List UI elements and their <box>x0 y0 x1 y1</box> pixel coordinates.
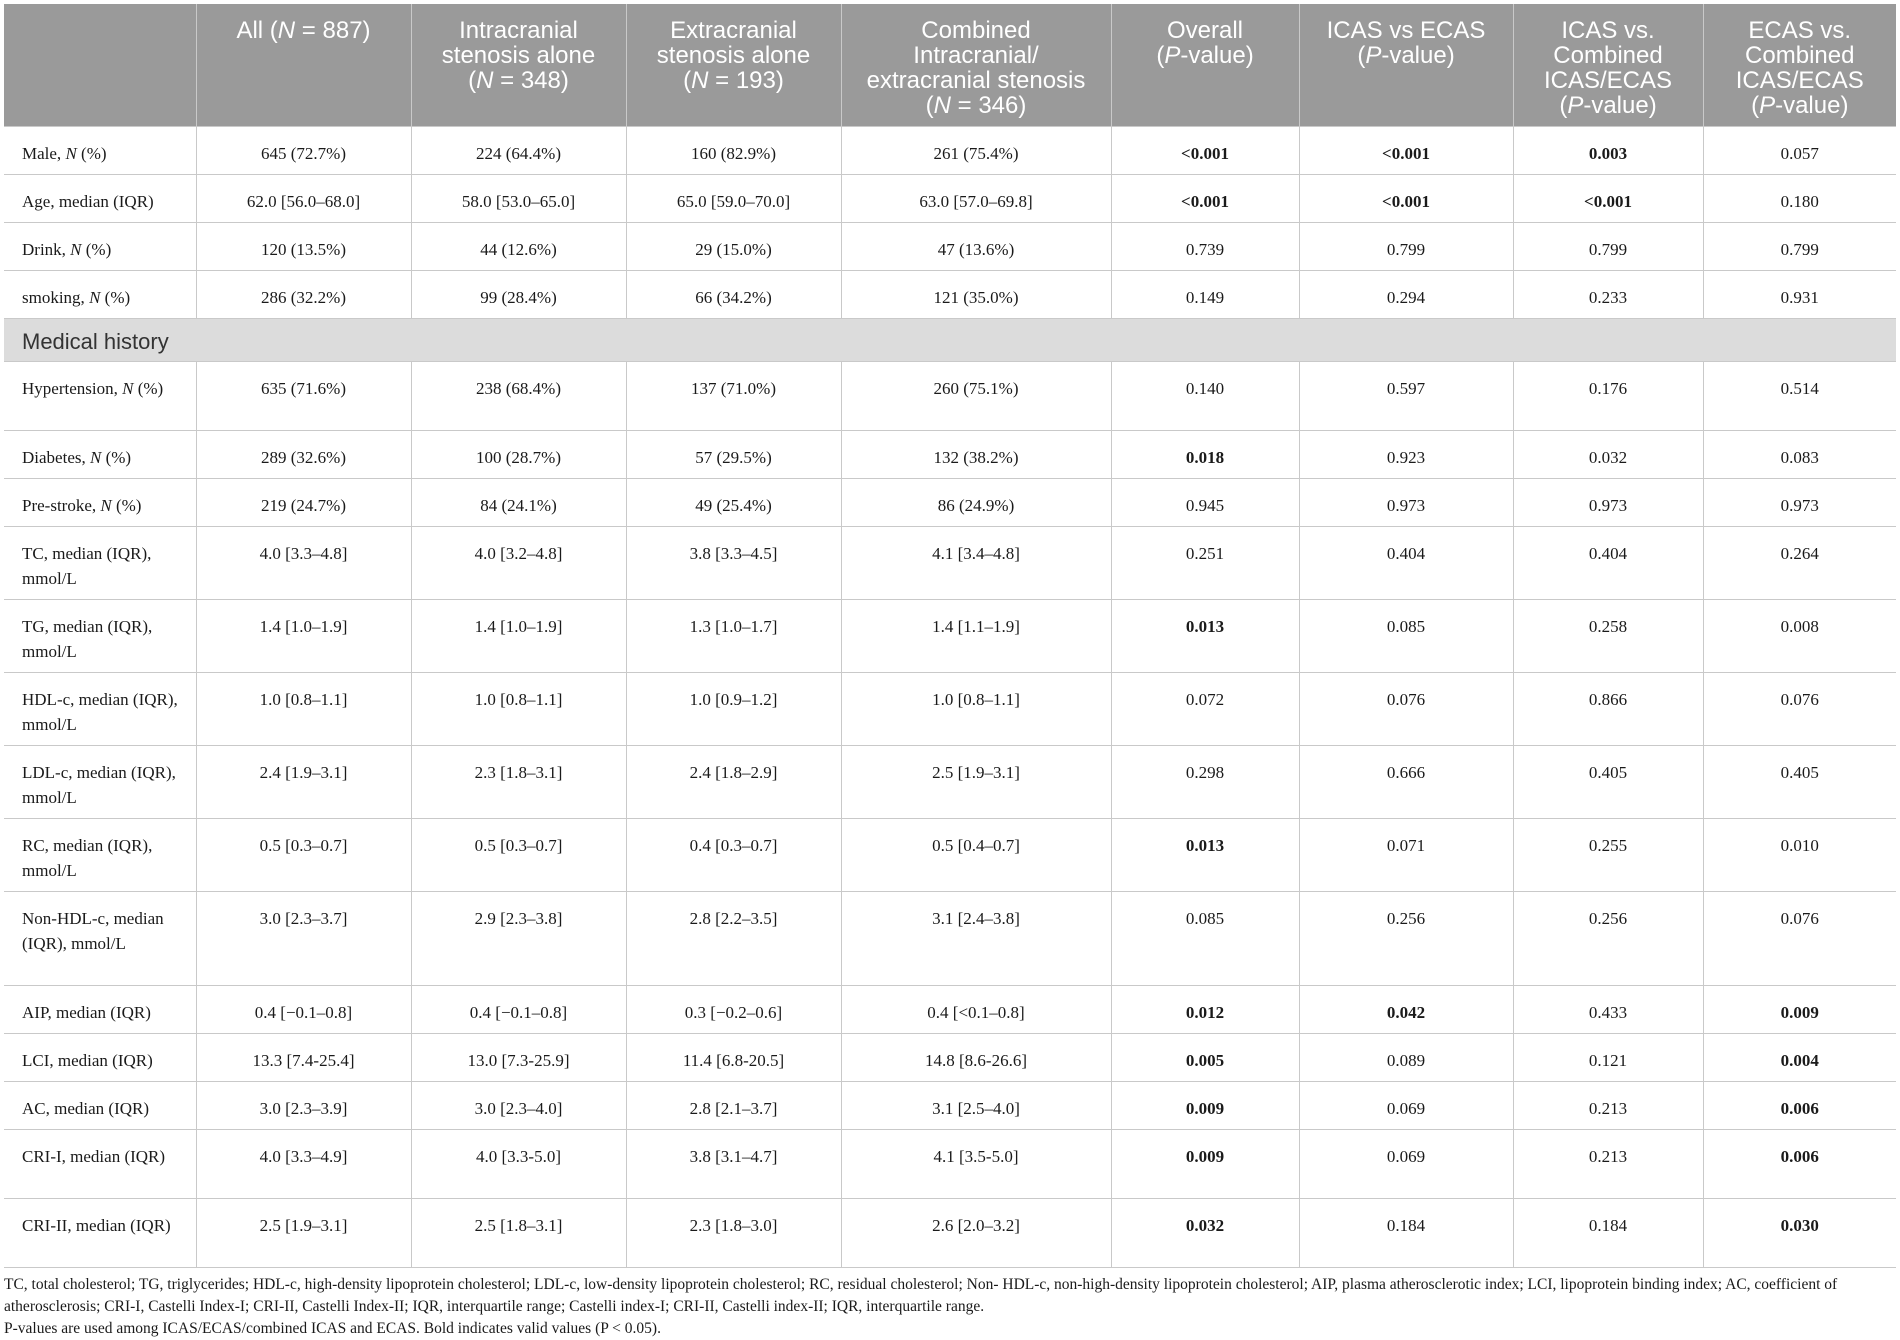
p-value-cell: <0.001 <box>1513 175 1703 223</box>
p-value-cell: 0.404 <box>1513 527 1703 600</box>
row-label: Pre-stroke, N (%) <box>4 479 196 527</box>
p-value-cell: 0.140 <box>1111 362 1299 431</box>
table-cell: 4.0 [3.3–4.8] <box>196 527 411 600</box>
table-cell: 260 (75.1%) <box>841 362 1111 431</box>
table-cell: 2.5 [1.9–3.1] <box>841 746 1111 819</box>
table-cell: 84 (24.1%) <box>411 479 626 527</box>
p-value-cell: 0.973 <box>1703 479 1896 527</box>
table-cell: 224 (64.4%) <box>411 127 626 175</box>
p-value-cell: 0.298 <box>1111 746 1299 819</box>
table-cell: 132 (38.2%) <box>841 431 1111 479</box>
table-cell: 4.1 [3.4–4.8] <box>841 527 1111 600</box>
table-cell: 1.4 [1.0–1.9] <box>196 600 411 673</box>
table-row-lci <box>4 1034 1896 1082</box>
row-label: HDL-c, median (IQR), mmol/L <box>4 673 196 746</box>
header-combined: Combined Intracranial/ extracranial stenosis (N = 346) <box>841 4 1111 127</box>
table-cell: 99 (28.4%) <box>411 271 626 319</box>
p-value-cell: 0.004 <box>1703 1034 1896 1082</box>
table-row-pre-stroke <box>4 479 1896 527</box>
p-value-cell: 0.005 <box>1111 1034 1299 1082</box>
p-value-cell: <0.001 <box>1111 175 1299 223</box>
p-value-cell: <0.001 <box>1111 127 1299 175</box>
section-row-medical-history <box>4 319 1896 362</box>
p-value-cell: 0.973 <box>1513 479 1703 527</box>
p-value-cell: 0.923 <box>1299 431 1513 479</box>
p-value-cell: 0.256 <box>1513 892 1703 986</box>
p-value-cell: 0.404 <box>1299 527 1513 600</box>
p-value-cell: 0.009 <box>1111 1130 1299 1199</box>
table-cell: 137 (71.0%) <box>626 362 841 431</box>
p-value-cell: 0.294 <box>1299 271 1513 319</box>
p-value-cell: 0.032 <box>1111 1199 1299 1268</box>
p-value-cell: 0.013 <box>1111 600 1299 673</box>
p-value-cell: 0.069 <box>1299 1130 1513 1199</box>
table-cell: 0.4 [0.3–0.7] <box>626 819 841 892</box>
p-value-cell: 0.076 <box>1703 673 1896 746</box>
p-value-cell: 0.433 <box>1513 986 1703 1034</box>
table-cell: 1.4 [1.0–1.9] <box>411 600 626 673</box>
table-footnotes <box>4 1274 1896 1340</box>
table-cell: 120 (13.5%) <box>196 223 411 271</box>
table-cell: 3.1 [2.4–3.8] <box>841 892 1111 986</box>
table-cell: 2.8 [2.1–3.7] <box>626 1082 841 1130</box>
p-value-cell: 0.006 <box>1703 1130 1896 1199</box>
header-overall-p: Overall (P-value) <box>1111 4 1299 127</box>
p-value-cell: 0.076 <box>1299 673 1513 746</box>
header-icas-vs-combined-p: ICAS vs. Combined ICAS/ECAS (P-value) <box>1513 4 1703 127</box>
p-value-cell: 0.973 <box>1299 479 1513 527</box>
table-cell: 645 (72.7%) <box>196 127 411 175</box>
header-ecas-vs-combined-p: ECAS vs. Combined ICAS/ECAS (P-value) <box>1703 4 1896 127</box>
p-value-cell: 0.149 <box>1111 271 1299 319</box>
table-row-aip <box>4 986 1896 1034</box>
footnote-abbreviations: TC, total cholesterol; TG, triglycerides; HDL-c, high-density lipoprotein cholesterol; LDL-c, low-density lipoprotein cholesterol; RC, residual cholesterol; Non- HDL-c, non-high-density lipoprotein cholesterol; AIP, plasma atherosclerotic index; LCI, lipoprotein binding index; AC, coefficient of atherosclerosis; CRI-I, Castelli Index-I; CRI-II, Castelli Index-II; IQR, interquartile range; Castelli index-I; CRI-II, Castelli index-II; IQR, interquartile range. <box>4 1276 1838 1315</box>
table-cell: 4.0 [3.2–4.8] <box>411 527 626 600</box>
table-row-drink <box>4 223 1896 271</box>
table-cell: 65.0 [59.0–70.0] <box>626 175 841 223</box>
table-row-age <box>4 175 1896 223</box>
table-cell: 219 (24.7%) <box>196 479 411 527</box>
row-label: Male, N (%) <box>4 127 196 175</box>
table-cell: 62.0 [56.0–68.0] <box>196 175 411 223</box>
table-cell: 0.5 [0.3–0.7] <box>411 819 626 892</box>
p-value-cell: 0.012 <box>1111 986 1299 1034</box>
table-cell: 3.0 [2.3–3.9] <box>196 1082 411 1130</box>
p-value-cell: 0.255 <box>1513 819 1703 892</box>
table-row-tg <box>4 600 1896 673</box>
table-row-cri-i <box>4 1130 1896 1199</box>
table-row-cri-ii <box>4 1199 1896 1268</box>
table-cell: 3.8 [3.1–4.7] <box>626 1130 841 1199</box>
table-cell: 66 (34.2%) <box>626 271 841 319</box>
table-cell: 2.8 [2.2–3.5] <box>626 892 841 986</box>
p-value-cell: 0.213 <box>1513 1082 1703 1130</box>
p-value-cell: 0.121 <box>1513 1034 1703 1082</box>
p-value-cell: 0.799 <box>1299 223 1513 271</box>
table-container <box>4 4 1896 1340</box>
p-value-cell: 0.251 <box>1111 527 1299 600</box>
p-value-cell: 0.010 <box>1703 819 1896 892</box>
table-cell: 63.0 [57.0–69.8] <box>841 175 1111 223</box>
table-cell: 0.3 [−0.2–0.6] <box>626 986 841 1034</box>
table-cell: 1.0 [0.8–1.1] <box>196 673 411 746</box>
table-cell: 1.0 [0.9–1.2] <box>626 673 841 746</box>
table-cell: 0.5 [0.4–0.7] <box>841 819 1111 892</box>
table-cell: 13.3 [7.4-25.4] <box>196 1034 411 1082</box>
table-row-smoking <box>4 271 1896 319</box>
p-value-cell: 0.233 <box>1513 271 1703 319</box>
p-value-cell: 0.213 <box>1513 1130 1703 1199</box>
row-label: AIP, median (IQR) <box>4 986 196 1034</box>
p-value-cell: 0.071 <box>1299 819 1513 892</box>
p-value-cell: 0.076 <box>1703 892 1896 986</box>
p-value-cell: 0.799 <box>1703 223 1896 271</box>
p-value-cell: 0.184 <box>1513 1199 1703 1268</box>
header-row <box>4 4 1896 127</box>
row-label: CRI-II, median (IQR) <box>4 1199 196 1268</box>
table-cell: 635 (71.6%) <box>196 362 411 431</box>
row-label: LCI, median (IQR) <box>4 1034 196 1082</box>
p-value-cell: <0.001 <box>1299 127 1513 175</box>
table-cell: 1.3 [1.0–1.7] <box>626 600 841 673</box>
p-value-cell: 0.180 <box>1703 175 1896 223</box>
header-all: All (N = 887) <box>196 4 411 127</box>
p-value-cell: 0.799 <box>1513 223 1703 271</box>
table-cell: 238 (68.4%) <box>411 362 626 431</box>
p-value-cell: <0.001 <box>1299 175 1513 223</box>
table-cell: 57 (29.5%) <box>626 431 841 479</box>
table-row-male <box>4 127 1896 175</box>
table-cell: 160 (82.9%) <box>626 127 841 175</box>
table-row-rc <box>4 819 1896 892</box>
table-cell: 1.4 [1.1–1.9] <box>841 600 1111 673</box>
table-cell: 2.3 [1.8–3.0] <box>626 1199 841 1268</box>
table-cell: 0.4 [<0.1–0.8] <box>841 986 1111 1034</box>
table-cell: 0.5 [0.3–0.7] <box>196 819 411 892</box>
table-header <box>4 4 1896 127</box>
table-cell: 13.0 [7.3-25.9] <box>411 1034 626 1082</box>
footnote-p-values: P-values are used among ICAS/ECAS/combined ICAS and ECAS. Bold indicates valid values (P < 0.05). <box>4 1320 661 1337</box>
table-cell: 3.8 [3.3–4.5] <box>626 527 841 600</box>
p-value-cell: 0.264 <box>1703 527 1896 600</box>
table-cell: 29 (15.0%) <box>626 223 841 271</box>
table-cell: 11.4 [6.8-20.5] <box>626 1034 841 1082</box>
row-label: Age, median (IQR) <box>4 175 196 223</box>
row-label: TG, median (IQR), mmol/L <box>4 600 196 673</box>
table-cell: 14.8 [8.6-26.6] <box>841 1034 1111 1082</box>
p-value-cell: 0.069 <box>1299 1082 1513 1130</box>
data-table <box>4 4 1896 1268</box>
p-value-cell: 0.931 <box>1703 271 1896 319</box>
table-cell: 2.4 [1.8–2.9] <box>626 746 841 819</box>
table-cell: 3.0 [2.3–3.7] <box>196 892 411 986</box>
p-value-cell: 0.666 <box>1299 746 1513 819</box>
p-value-cell: 0.256 <box>1299 892 1513 986</box>
table-cell: 4.1 [3.5-5.0] <box>841 1130 1111 1199</box>
row-label: RC, median (IQR), mmol/L <box>4 819 196 892</box>
table-row-diabetes <box>4 431 1896 479</box>
table-cell: 86 (24.9%) <box>841 479 1111 527</box>
table-cell: 100 (28.7%) <box>411 431 626 479</box>
table-cell: 2.5 [1.8–3.1] <box>411 1199 626 1268</box>
p-value-cell: 0.072 <box>1111 673 1299 746</box>
table-cell: 2.6 [2.0–3.2] <box>841 1199 1111 1268</box>
table-cell: 0.4 [−0.1–0.8] <box>411 986 626 1034</box>
p-value-cell: 0.032 <box>1513 431 1703 479</box>
table-body <box>4 127 1896 1268</box>
table-cell: 1.0 [0.8–1.1] <box>841 673 1111 746</box>
p-value-cell: 0.945 <box>1111 479 1299 527</box>
table-cell: 1.0 [0.8–1.1] <box>411 673 626 746</box>
table-cell: 44 (12.6%) <box>411 223 626 271</box>
p-value-cell: 0.013 <box>1111 819 1299 892</box>
table-cell: 2.5 [1.9–3.1] <box>196 1199 411 1268</box>
p-value-cell: 0.405 <box>1703 746 1896 819</box>
table-cell: 0.4 [−0.1–0.8] <box>196 986 411 1034</box>
header-icas-vs-ecas-p: ICAS vs ECAS (P-value) <box>1299 4 1513 127</box>
table-cell: 3.1 [2.5–4.0] <box>841 1082 1111 1130</box>
p-value-cell: 0.008 <box>1703 600 1896 673</box>
p-value-cell: 0.042 <box>1299 986 1513 1034</box>
table-row-non-hdl-c <box>4 892 1896 986</box>
table-cell: 4.0 [3.3–4.9] <box>196 1130 411 1199</box>
p-value-cell: 0.514 <box>1703 362 1896 431</box>
row-label: Diabetes, N (%) <box>4 431 196 479</box>
p-value-cell: 0.089 <box>1299 1034 1513 1082</box>
table-row-ac <box>4 1082 1896 1130</box>
p-value-cell: 0.405 <box>1513 746 1703 819</box>
p-value-cell: 0.085 <box>1111 892 1299 986</box>
row-label: Hypertension, N (%) <box>4 362 196 431</box>
table-row-hdl-c <box>4 673 1896 746</box>
row-label: TC, median (IQR), mmol/L <box>4 527 196 600</box>
table-cell: 47 (13.6%) <box>841 223 1111 271</box>
p-value-cell: 0.597 <box>1299 362 1513 431</box>
table-cell: 2.4 [1.9–3.1] <box>196 746 411 819</box>
header-empty <box>4 4 196 127</box>
p-value-cell: 0.006 <box>1703 1082 1896 1130</box>
row-label: AC, median (IQR) <box>4 1082 196 1130</box>
table-cell: 289 (32.6%) <box>196 431 411 479</box>
table-cell: 121 (35.0%) <box>841 271 1111 319</box>
row-label: Drink, N (%) <box>4 223 196 271</box>
p-value-cell: 0.866 <box>1513 673 1703 746</box>
table-cell: 286 (32.2%) <box>196 271 411 319</box>
table-row-tc <box>4 527 1896 600</box>
table-cell: 2.3 [1.8–3.1] <box>411 746 626 819</box>
table-cell: 58.0 [53.0–65.0] <box>411 175 626 223</box>
p-value-cell: 0.018 <box>1111 431 1299 479</box>
table-cell: 4.0 [3.3-5.0] <box>411 1130 626 1199</box>
row-label: CRI-I, median (IQR) <box>4 1130 196 1199</box>
table-cell: 2.9 [2.3–3.8] <box>411 892 626 986</box>
table-row-ldl-c <box>4 746 1896 819</box>
p-value-cell: 0.083 <box>1703 431 1896 479</box>
header-intracranial: Intracranial stenosis alone (N = 348) <box>411 4 626 127</box>
table-row-hypertension <box>4 362 1896 431</box>
p-value-cell: 0.184 <box>1299 1199 1513 1268</box>
p-value-cell: 0.085 <box>1299 600 1513 673</box>
row-label: Non-HDL-c, median (IQR), mmol/L <box>4 892 196 986</box>
header-extracranial: Extracranial stenosis alone (N = 193) <box>626 4 841 127</box>
p-value-cell: 0.030 <box>1703 1199 1896 1268</box>
table-cell: 3.0 [2.3–4.0] <box>411 1082 626 1130</box>
p-value-cell: 0.009 <box>1111 1082 1299 1130</box>
p-value-cell: 0.176 <box>1513 362 1703 431</box>
p-value-cell: 0.057 <box>1703 127 1896 175</box>
p-value-cell: 0.258 <box>1513 600 1703 673</box>
row-label: smoking, N (%) <box>4 271 196 319</box>
p-value-cell: 0.009 <box>1703 986 1896 1034</box>
p-value-cell: 0.003 <box>1513 127 1703 175</box>
section-title: Medical history <box>4 319 1896 362</box>
p-value-cell: 0.739 <box>1111 223 1299 271</box>
row-label: LDL-c, median (IQR), mmol/L <box>4 746 196 819</box>
table-cell: 49 (25.4%) <box>626 479 841 527</box>
table-cell: 261 (75.4%) <box>841 127 1111 175</box>
